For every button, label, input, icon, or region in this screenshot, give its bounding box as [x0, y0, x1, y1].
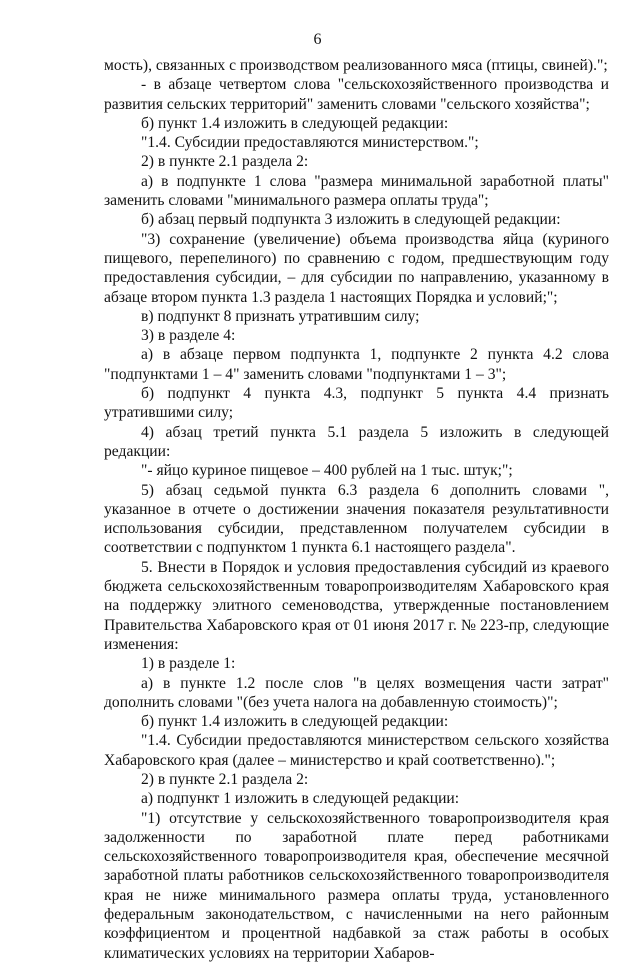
paragraph: 3) в разделе 4: — [141, 327, 236, 345]
paragraph: а) подпункт 1 изложить в следующей редакции: — [141, 790, 460, 808]
paragraph: 5) абзац седьмой пункта 6.3 раздела 6 дополнить словами ", указанное в отчете о достижении значения показателя результативности использования субсидии, представленном получателем субсидии в соответствии с подпунктом 1 пункта 6.1 настоящего раздела". — [104, 481, 609, 557]
paragraph: "1.4. Субсидии предоставляются министерством сельского хозяйства Хабаровского края (далее – министерство и край соответственно)."; — [104, 732, 609, 769]
paragraph: 1) в разделе 1: — [141, 655, 236, 673]
paragraph: "3) сохранение (увеличение) объема производства яйца (куриного пищевого, перепелиного) по сравнению с годом, предшествующим году предоставления субсидии, – для субсидии по направлению, указанному в абзаце втором пункта 1.3 раздела 1 настоящих Порядка и условий;"; — [104, 230, 609, 306]
paragraph: 2) в пункте 2.1 раздела 2: — [141, 770, 309, 788]
paragraph: 2) в пункте 2.1 раздела 2: — [141, 153, 309, 171]
document-body — [104, 56, 609, 963]
paragraph: "1) отсутствие у сельскохозяйственного товаропроизводителя края задолженности по заработной плате перед работниками сельскохозяйственного товаропроизводителя края, обеспечение месячной заработной платы работников сельскохозяйственного товаропроизводителя края не ниже минимального размера оплаты труда, установленного федеральным законодательством, с начисленными на него районным коэффициентом и процентной надбавкой за стаж работы в особых климатических условиях на территории Хабаров- — [104, 809, 609, 962]
paragraph: б) пункт 1.4 изложить в следующей редакции: — [141, 114, 449, 132]
paragraph: 4) абзац третий пункта 5.1 раздела 5 изложить в следующей редакции: — [104, 423, 609, 460]
paragraph: "1.4. Субсидии предоставляются министерством."; — [141, 134, 479, 152]
paragraph: в) подпункт 8 признать утратившим силу; — [141, 307, 420, 325]
paragraph: б) пункт 1.4 изложить в следующей редакции: — [141, 713, 449, 731]
paragraph: "- яйцо куриное пищевое – 400 рублей на 1 тыс. штук;"; — [141, 462, 513, 480]
paragraph: а) в подпункте 1 слова "размера минимальной заработной платы" заменить словами "минимального размера оплаты труда"; — [104, 172, 609, 210]
paragraph: - в абзаце четвертом слова "сельскохозяйственного производства и развития сельских территорий" заменить словами "сельского хозяйства"; — [104, 76, 609, 113]
paragraph: 5. Внести в Порядок и условия предоставления субсидий из краевого бюджета сельскохозяйственным товаропроизводителям Хабаровского края на поддержку элитного семеноводства, утвержденные постановлением Правительства Хабаровского края от 01 июня 2017 г. № 223-пр, следующие изменения: — [104, 558, 609, 653]
paragraph: а) в пункте 1.2 после слов "в целях возмещения части затрат" дополнить словами "(без учета налога на добавленную стоимость)"; — [104, 674, 609, 711]
page-number: 6 — [313, 31, 322, 48]
paragraph: б) подпункт 4 пункта 4.3, подпункт 5 пункта 4.4 признать утратившими силу; — [104, 385, 609, 422]
paragraph: б) абзац первый подпункта 3 изложить в следующей редакции: — [141, 211, 561, 229]
paragraph: а) в абзаце первом подпункта 1, подпункте 2 пункта 4.2 слова "подпунктами 1 – 4" заменить словами "подпунктами 1 – 3"; — [104, 346, 609, 383]
paragraph: мость), связанных с производством реализованного мяса (птицы, свиней)."; — [104, 57, 608, 74]
